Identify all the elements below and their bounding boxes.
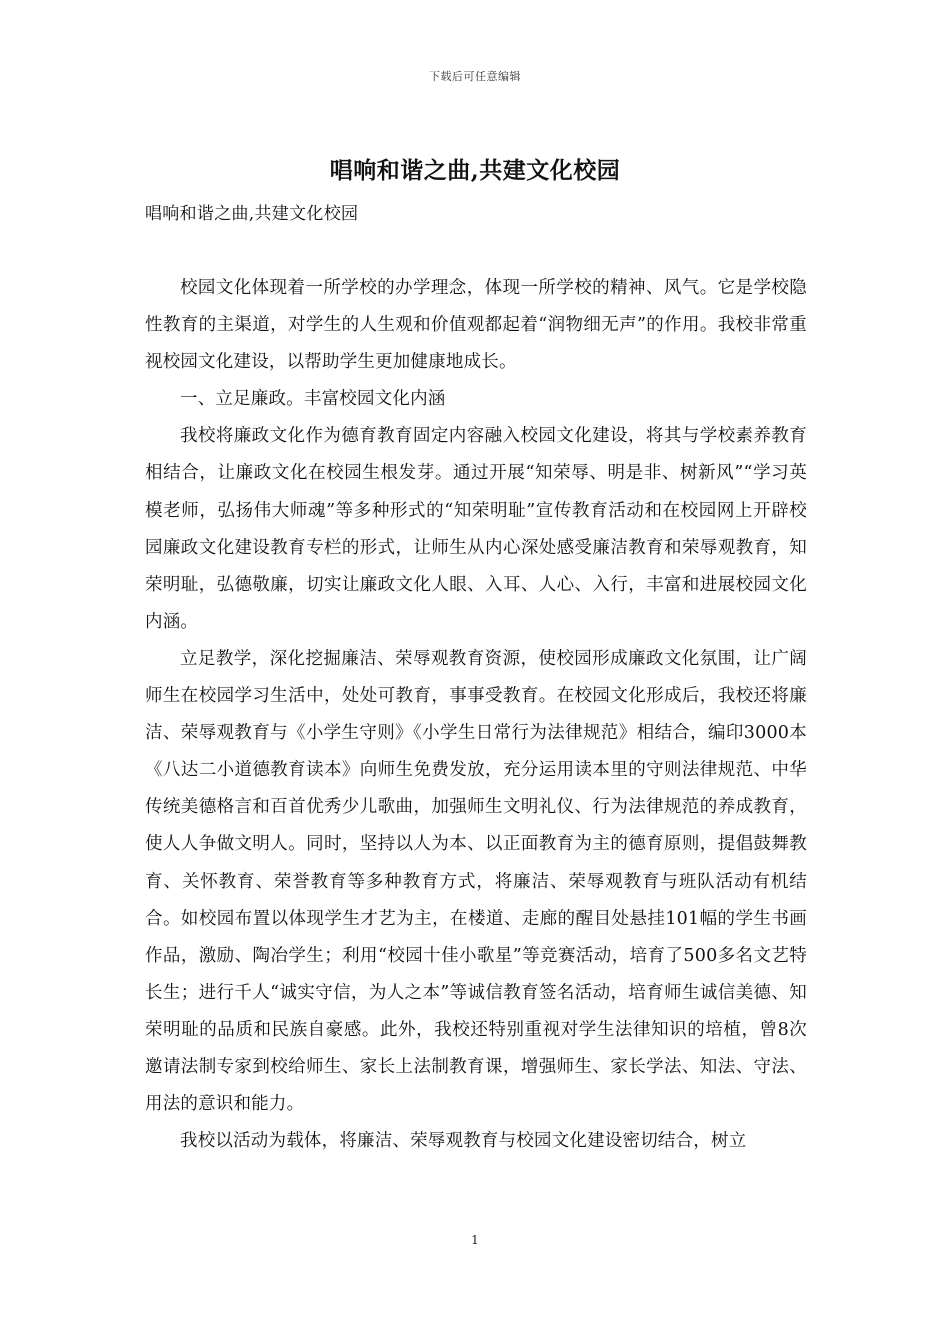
paragraph-intro: 校园文化体现着一所学校的办学理念，体现一所学校的精神、风气。它是学校隐性教育的主渠道，对学生的人生观和价值观都起着“润物细无声”的作用。我校非常重视校园文化建设，以帮助学生更加健康地成长。	[145, 278, 807, 373]
section-heading: 一、立足廉政。丰富校园文化内涵	[180, 389, 446, 410]
document-body	[145, 270, 807, 1160]
paragraph-activities: 我校以活动为载体，将廉洁、荣辱观教育与校园文化建设密切结合，树立	[180, 1131, 747, 1152]
page-number: 1	[471, 1233, 479, 1247]
document-title: 唱响和谐之曲,共建文化校园	[329, 157, 621, 184]
paragraph-integrity-culture: 我校将廉政文化作为德育教育固定内容融入校园文化建设，将其与学校素养教育相结合，让廉政文化在校园生根发芽。通过开展“知荣辱、明是非、树新风”“学习英模老师，弘扬伟大师魂”等多种形式的“知荣明耻”宣传教育活动和在校园网上开辟校园廉政文化建设教育专栏的形式，让师生从内心深处感受廉洁教育和荣辱观教育，知荣明耻，弘德敬廉，切实让廉政文化人眼、入耳、人心、入行，丰富和进展校园文化内涵。	[145, 426, 807, 632]
document-subtitle: 唱响和谐之曲,共建文化校园	[145, 204, 359, 224]
page-header-note: 下载后可任意编辑	[429, 70, 521, 83]
paragraph-teaching: 立足教学，深化挖掘廉洁、荣辱观教育资源，使校园形成廉政文化氛围，让广阔师生在校园学习生活中，处处可教育，事事受教育。在校园文化形成后，我校还将廉洁、荣辱观教育与《小学生守则》《小学生日常行为法律规范》相结合，编印3000本《八达二小道德教育读本》向师生免费发放，充分运用读本里的守则法律规范、中华传统美德格言和百首优秀少儿歌曲，加强师生文明礼仪、行为法律规范的养成教育，使人人争做文明人。同时，坚持以人为本、以正面教育为主的德育原则，提倡鼓舞教育、关怀教育、荣誉教育等多种教育方式，将廉洁、荣辱观教育与班队活动有机结合。如校园布置以体现学生才艺为主，在楼道、走廊的醒目处悬挂101幅的学生书画作品，激励、陶冶学生；利用“校园十佳小歌星”等竞赛活动，培育了500多名文艺特长生；进行千人“诚实守信，为人之本”等诚信教育签名活动，培育师生诚信美德、知荣明耻的品质和民族自豪感。此外，我校还特别重视对学生法律知识的培植，曾8次邀请法制专家到校给师生、家长上法制教育课，增强师生、家长学法、知法、守法、用法的意识和能力。	[145, 648, 807, 1115]
